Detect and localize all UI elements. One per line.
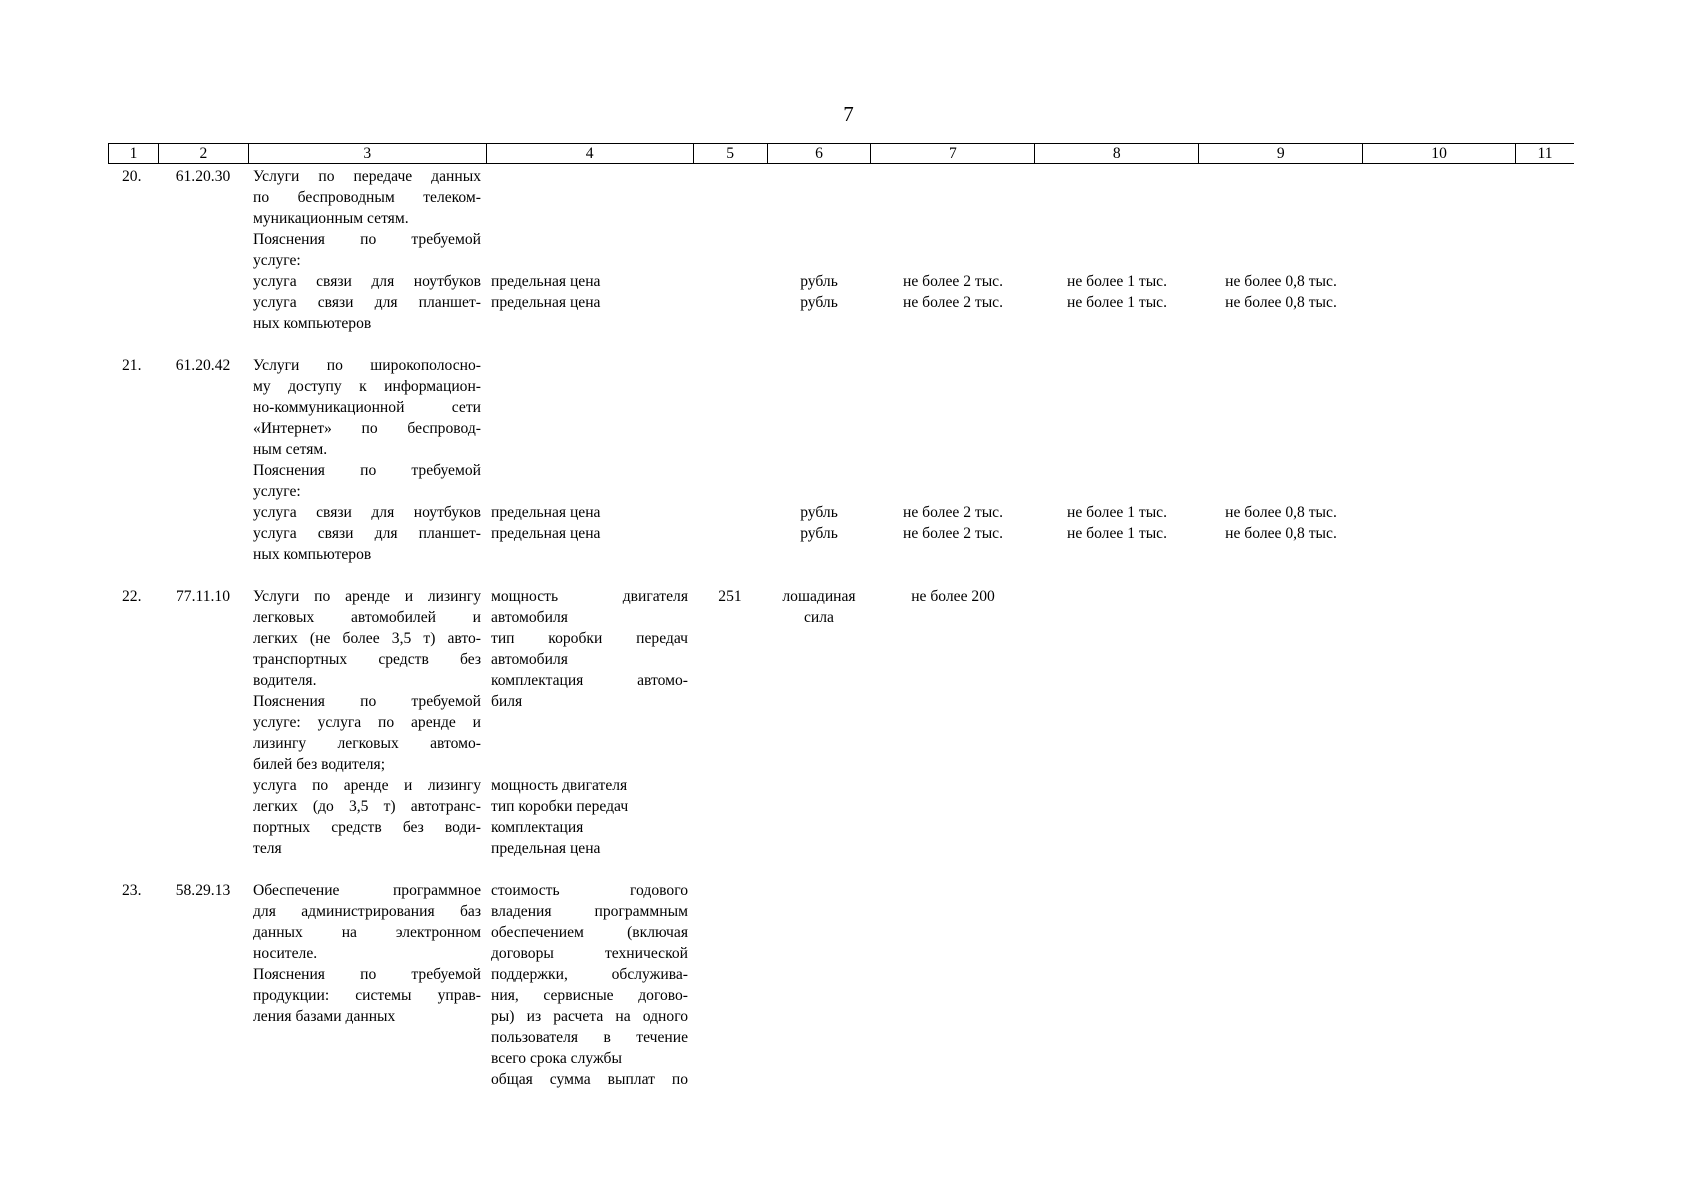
cell-line: биля — [491, 693, 523, 710]
cell-line: транспортных средств без — [253, 651, 481, 668]
cell-line: мощность двигателя — [491, 777, 628, 794]
cell-line: стоимость годового — [491, 882, 688, 899]
cell-line — [1040, 418, 1194, 439]
cell-line — [1040, 187, 1194, 208]
table-cell-c4 — [486, 166, 693, 334]
table-cell-c11 — [1516, 355, 1574, 565]
cell-line: услуга связи для ноутбуков — [253, 504, 481, 521]
cell-line — [491, 313, 688, 334]
cell-line: рубль — [800, 504, 838, 521]
row-number: 20. — [122, 168, 142, 185]
cell-line — [1040, 229, 1194, 250]
table-cell-c11 — [1516, 880, 1574, 1090]
cell-line — [772, 439, 866, 460]
cell-line — [1040, 376, 1194, 397]
cell-line: «Интернет» по беспровод- — [253, 420, 481, 437]
cell-line: ния, сервисные догово- — [491, 987, 688, 1004]
cell-line — [876, 481, 1030, 502]
cell-line — [491, 355, 688, 376]
cell-line — [772, 481, 866, 502]
header-col-2: 2 — [159, 144, 249, 163]
cell-line: теля — [253, 840, 282, 857]
table-row — [108, 586, 1574, 859]
row-number: 21. — [122, 357, 142, 374]
header-col-7: 7 — [871, 144, 1035, 163]
cell-line — [1040, 250, 1194, 271]
cell-line — [491, 250, 688, 271]
cell-line: автомобиля — [491, 609, 568, 626]
cell-line — [1204, 418, 1358, 439]
cell-line — [876, 460, 1030, 481]
cell-line: общая сумма выплат по — [491, 1071, 688, 1088]
cell-line — [491, 229, 688, 250]
header-col-5: 5 — [694, 144, 768, 163]
cell-line — [772, 355, 866, 376]
table-cell-c3 — [248, 586, 486, 859]
table-cell-c8 — [1035, 880, 1199, 1090]
okpd-code: 61.20.42 — [175, 357, 231, 374]
cell-line — [491, 376, 688, 397]
cell-line — [876, 250, 1030, 271]
cell-line: всего срока службы — [491, 1050, 622, 1067]
cell-line: не более 1 тыс. — [1066, 525, 1168, 542]
okpd-code: 58.29.13 — [175, 882, 231, 899]
cell-line — [1040, 439, 1194, 460]
cell-line: носителе. — [253, 945, 318, 962]
cell-line — [1204, 460, 1358, 481]
cell-line — [1040, 397, 1194, 418]
cell-line: комплектация — [491, 819, 584, 836]
table-cell-c4 — [486, 355, 693, 565]
cell-line: автомобиля — [491, 651, 568, 668]
cell-line: ры) из расчета на одного — [491, 1008, 688, 1025]
cell-line — [772, 166, 866, 187]
cell-line — [491, 397, 688, 418]
cell-line: лизингу легковых автомо- — [253, 735, 481, 752]
cell-line: портных средств без води- — [253, 819, 481, 836]
cell-line: ным сетям. — [253, 441, 328, 458]
table-cell-c10 — [1363, 586, 1516, 859]
table-cell-c7 — [871, 586, 1035, 859]
cell-line — [1204, 355, 1358, 376]
cell-line: данных на электронном — [253, 924, 481, 941]
cell-line — [876, 208, 1030, 229]
cell-line — [491, 733, 688, 754]
cell-line — [491, 418, 688, 439]
table-cell-c10 — [1363, 166, 1516, 334]
table-row — [108, 880, 1574, 1090]
cell-line: комплектация автомо- — [491, 672, 688, 689]
table-cell-c7 — [871, 880, 1035, 1090]
cell-line — [1204, 481, 1358, 502]
cell-line: не более 2 тыс. — [902, 273, 1004, 290]
row-number: 22. — [122, 588, 142, 605]
cell-line: не более 0,8 тыс. — [1225, 273, 1337, 290]
cell-line — [1040, 208, 1194, 229]
table-cell-c3 — [248, 880, 486, 1090]
table-cell-c3 — [248, 355, 486, 565]
row-number: 23. — [122, 882, 142, 899]
cell-line — [772, 376, 866, 397]
table-cell-c7 — [871, 166, 1035, 334]
cell-line — [1204, 313, 1358, 334]
cell-line: Услуги по аренде и лизингу — [253, 588, 481, 605]
cell-line: 251 — [718, 588, 742, 605]
cell-line: договоры технической — [491, 945, 688, 962]
cell-line: не более 2 тыс. — [902, 525, 1004, 542]
cell-line: продукции: системы управ- — [253, 987, 481, 1004]
cell-line — [772, 418, 866, 439]
table-cell-c4 — [486, 880, 693, 1090]
cell-line — [1204, 166, 1358, 187]
cell-line — [772, 313, 866, 334]
cell-line: рубль — [800, 294, 838, 311]
table-cell-c11 — [1516, 586, 1574, 859]
cell-line: предельная цена — [491, 294, 601, 311]
table-cell-c5 — [693, 586, 767, 859]
header-col-10: 10 — [1363, 144, 1516, 163]
cell-line — [772, 250, 866, 271]
table-cell-c5 — [693, 166, 767, 334]
table-cell-c6 — [767, 166, 871, 334]
cell-line — [772, 544, 866, 565]
cell-line: рубль — [800, 525, 838, 542]
table-cell-c9 — [1199, 355, 1363, 565]
cell-line — [1204, 250, 1358, 271]
table-cell-c6 — [767, 355, 871, 565]
cell-line — [491, 166, 688, 187]
cell-line — [772, 460, 866, 481]
cell-line — [876, 544, 1030, 565]
okpd-code: 77.11.10 — [176, 588, 230, 605]
cell-line — [1040, 481, 1194, 502]
cell-line: не более 2 тыс. — [902, 504, 1004, 521]
cell-line: не более 2 тыс. — [902, 294, 1004, 311]
cell-line: тип коробки передач — [491, 630, 688, 647]
cell-line — [876, 439, 1030, 460]
cell-line: билей без водителя; — [253, 756, 386, 773]
table-cell-c10 — [1363, 355, 1516, 565]
cell-line — [491, 460, 688, 481]
table-cell-c5 — [693, 880, 767, 1090]
table-row — [108, 355, 1574, 565]
table-cell-c6 — [767, 586, 871, 859]
header-col-6: 6 — [768, 144, 872, 163]
cell-line — [876, 376, 1030, 397]
table-cell-c7 — [871, 355, 1035, 565]
cell-line: услуге: — [253, 252, 301, 269]
table-cell-c9 — [1199, 586, 1363, 859]
cell-line: предельная цена — [491, 525, 601, 542]
page-number: 7 — [843, 102, 854, 126]
cell-line: не более 1 тыс. — [1066, 504, 1168, 521]
cell-line: не более 200 — [911, 588, 995, 605]
cell-line: услуга связи для планшет- — [253, 525, 481, 542]
cell-line: Пояснения по требуемой — [253, 462, 481, 479]
table-cell-c9 — [1199, 166, 1363, 334]
header-col-8: 8 — [1035, 144, 1199, 163]
cell-line: Услуги по передаче данных — [253, 168, 481, 185]
cell-line — [491, 712, 688, 733]
cell-line — [491, 208, 688, 229]
header-col-11: 11 — [1537, 145, 1553, 162]
cell-line — [1040, 544, 1194, 565]
cell-line: муникационным сетям. — [253, 210, 409, 227]
cell-line: услуге: — [253, 483, 301, 500]
cell-line — [491, 481, 688, 502]
cell-line: рубль — [800, 273, 838, 290]
header-col-4: 4 — [487, 144, 694, 163]
cell-line: легких (не более 3,5 т) авто- — [253, 630, 481, 647]
cell-line — [876, 166, 1030, 187]
cell-line — [772, 208, 866, 229]
cell-line — [876, 229, 1030, 250]
cell-line — [491, 187, 688, 208]
table-header — [108, 143, 1574, 164]
cell-line: предельная цена — [491, 504, 601, 521]
cell-line — [772, 229, 866, 250]
table-cell-c8 — [1035, 166, 1199, 334]
cell-line: поддержки, обслужива- — [491, 966, 688, 983]
header-col-3: 3 — [249, 144, 487, 163]
cell-line: сила — [804, 609, 834, 626]
cell-line: услуга связи для планшет- — [253, 294, 481, 311]
cell-line: мощность двигателя — [491, 588, 688, 605]
table-cell-c5 — [693, 355, 767, 565]
table-body — [108, 166, 1574, 1111]
table-cell-c4 — [486, 586, 693, 859]
cell-line: ления базами данных — [253, 1008, 396, 1025]
table-cell-c11 — [1516, 166, 1574, 334]
cell-line — [876, 397, 1030, 418]
cell-line: услуге: услуга по аренде и — [253, 714, 481, 731]
header-col-1: 1 — [109, 144, 159, 163]
cell-line — [772, 187, 866, 208]
cell-line: му доступу к информацион- — [253, 378, 481, 395]
cell-line: тип коробки передач — [491, 798, 629, 815]
cell-line: владения программным — [491, 903, 688, 920]
cell-line: водителя. — [253, 672, 317, 689]
cell-line — [1204, 439, 1358, 460]
okpd-code: 61.20.30 — [175, 168, 231, 185]
cell-line — [772, 397, 866, 418]
cell-line — [1040, 313, 1194, 334]
cell-line: легковых автомобилей и — [253, 609, 481, 626]
table-cell-c6 — [767, 880, 871, 1090]
cell-line: для администрирования баз — [253, 903, 481, 920]
cell-line: Обеспечение программное — [253, 882, 481, 899]
cell-line — [1204, 229, 1358, 250]
cell-line: Пояснения по требуемой — [253, 966, 481, 983]
cell-line: предельная цена — [491, 840, 601, 857]
cell-line: Услуги по широкополосно- — [253, 357, 481, 374]
cell-line — [1204, 376, 1358, 397]
cell-line: ных компьютеров — [253, 546, 372, 563]
table-cell-c9 — [1199, 880, 1363, 1090]
cell-line — [1204, 208, 1358, 229]
cell-line: легких (до 3,5 т) автотранс- — [253, 798, 481, 815]
cell-line — [876, 187, 1030, 208]
cell-line: не более 1 тыс. — [1066, 294, 1168, 311]
cell-line: лошадиная — [782, 588, 856, 605]
cell-line — [1040, 355, 1194, 376]
cell-line: не более 0,8 тыс. — [1225, 294, 1337, 311]
table-cell-c10 — [1363, 880, 1516, 1090]
cell-line — [1204, 544, 1358, 565]
cell-line: по беспроводным телеком- — [253, 189, 481, 206]
cell-line: не более 0,8 тыс. — [1225, 525, 1337, 542]
table-cell-c8 — [1035, 355, 1199, 565]
cell-line: услуга по аренде и лизингу — [253, 777, 481, 794]
cell-line: Пояснения по требуемой — [253, 693, 481, 710]
cell-line: пользователя в течение — [491, 1029, 688, 1046]
cell-line: но-коммуникационной сети — [253, 399, 481, 416]
cell-line: услуга связи для ноутбуков — [253, 273, 481, 290]
cell-line — [1204, 397, 1358, 418]
table-cell-c8 — [1035, 586, 1199, 859]
cell-line: обеспечением (включая — [491, 924, 688, 941]
cell-line: ных компьютеров — [253, 315, 372, 332]
cell-line — [876, 313, 1030, 334]
header-col-9: 9 — [1199, 144, 1363, 163]
cell-line — [491, 439, 688, 460]
cell-line — [491, 754, 688, 775]
table-cell-c3 — [248, 166, 486, 334]
cell-line: не более 1 тыс. — [1066, 273, 1168, 290]
cell-line: не более 0,8 тыс. — [1225, 504, 1337, 521]
table-row — [108, 166, 1574, 334]
cell-line — [1204, 187, 1358, 208]
cell-line — [1040, 460, 1194, 481]
cell-line: предельная цена — [491, 273, 601, 290]
cell-line — [876, 418, 1030, 439]
cell-line — [876, 355, 1030, 376]
cell-line — [1040, 166, 1194, 187]
cell-line: Пояснения по требуемой — [253, 231, 481, 248]
cell-line — [491, 544, 688, 565]
